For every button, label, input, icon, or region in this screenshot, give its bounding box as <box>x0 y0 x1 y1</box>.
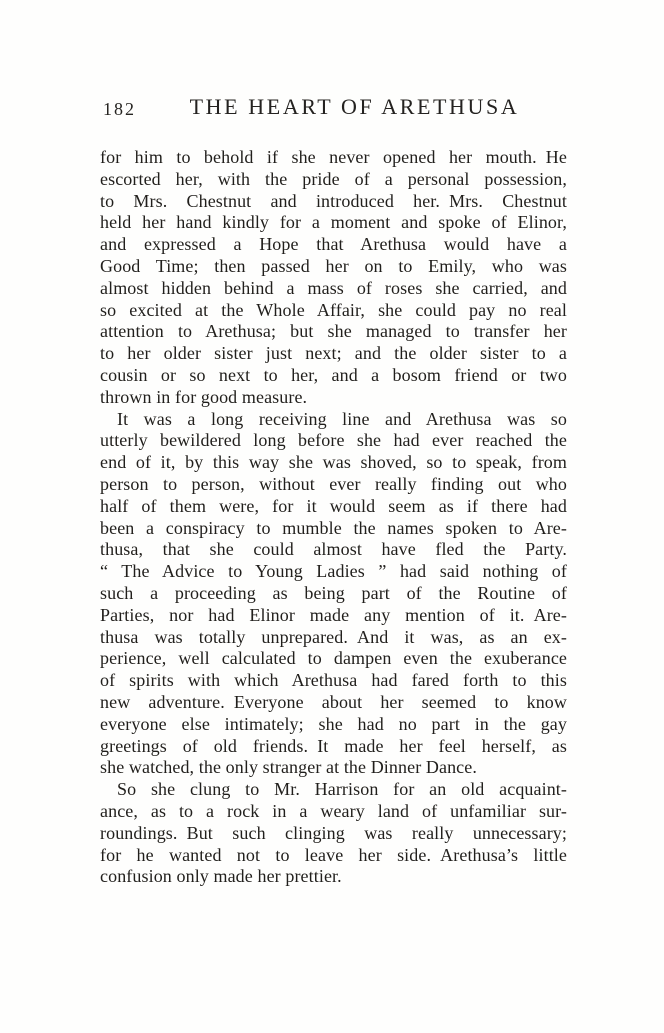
text-line: greetings of old friends. It made her feel herself, as <box>100 735 567 756</box>
text-line: roundings. But such clinging was really unnecessary; <box>100 822 567 843</box>
text-line: and expressed a Hope that Arethusa would have a <box>100 234 567 255</box>
text-line: cousin or so next to her, and a bosom friend or two <box>100 364 567 385</box>
text-line: attention to Arethusa; but she managed to transfer her <box>100 321 567 342</box>
text-line: thrown in for good measure. <box>100 386 308 407</box>
text-line: escorted her, with the pride of a personal possession, <box>100 168 567 189</box>
text-line: almost hidden behind a mass of roses she carried, and <box>100 277 567 298</box>
page-body <box>100 147 567 888</box>
text-line: Good Time; then passed her on to Emily, who was <box>100 255 567 276</box>
text-line: confusion only made her prettier. <box>100 866 342 887</box>
text-line: ance, as to a rock in a weary land of unfamiliar sur- <box>100 800 567 821</box>
text-line: perience, well calculated to dampen even the exuberance <box>100 648 567 669</box>
text-line: for he wanted not to leave her side. Arethusa’s little <box>100 844 567 865</box>
text-line: held her hand kindly for a moment and spoke of Elinor, <box>100 212 567 233</box>
text-line: for him to behold if she never opened her mouth. He <box>100 147 567 167</box>
text-line: to her older sister just next; and the older sister to a <box>100 343 567 364</box>
text-line: thusa, that she could almost have fled the Party. <box>100 539 567 560</box>
text-line: she watched, the only stranger at the Dinner Dance. <box>100 757 477 778</box>
text-line: everyone else intimately; she had no part in the gay <box>100 713 567 734</box>
text-line: such a proceeding as being part of the Routine of <box>100 582 567 603</box>
text-line: utterly bewildered long before she had ever reached the <box>100 430 567 451</box>
page-header <box>100 94 567 124</box>
text-line: Parties, nor had Elinor made any mention of it. Are- <box>100 604 567 625</box>
text-line: thusa was totally unprepared. And it was, as an ex- <box>100 626 567 647</box>
page-number: 182 <box>103 99 136 119</box>
text-line: person to person, without ever really finding out who <box>100 473 567 494</box>
text-line: half of them were, for it would seem as if there had <box>100 495 567 516</box>
text-line: new adventure. Everyone about her seemed to know <box>100 691 567 712</box>
text-line: to Mrs. Chestnut and introduced her. Mrs. Chestnut <box>100 190 567 211</box>
text-line: It was a long receiving line and Arethusa was so <box>117 408 567 429</box>
text-line: end of it, by this way she was shoved, so to speak, from <box>100 452 567 473</box>
text-line: been a conspiracy to mumble the names spoken to Are- <box>100 517 567 538</box>
text-line: so excited at the Whole Affair, she could pay no real <box>100 299 567 320</box>
text-line: So she clung to Mr. Harrison for an old acquaint- <box>117 779 567 800</box>
text-line: “ The Advice to Young Ladies ” had said nothing of <box>100 561 567 582</box>
running-title: THE HEART OF ARETHUSA <box>189 94 520 119</box>
text-line: of spirits with which Arethusa had fared forth to this <box>100 670 567 691</box>
